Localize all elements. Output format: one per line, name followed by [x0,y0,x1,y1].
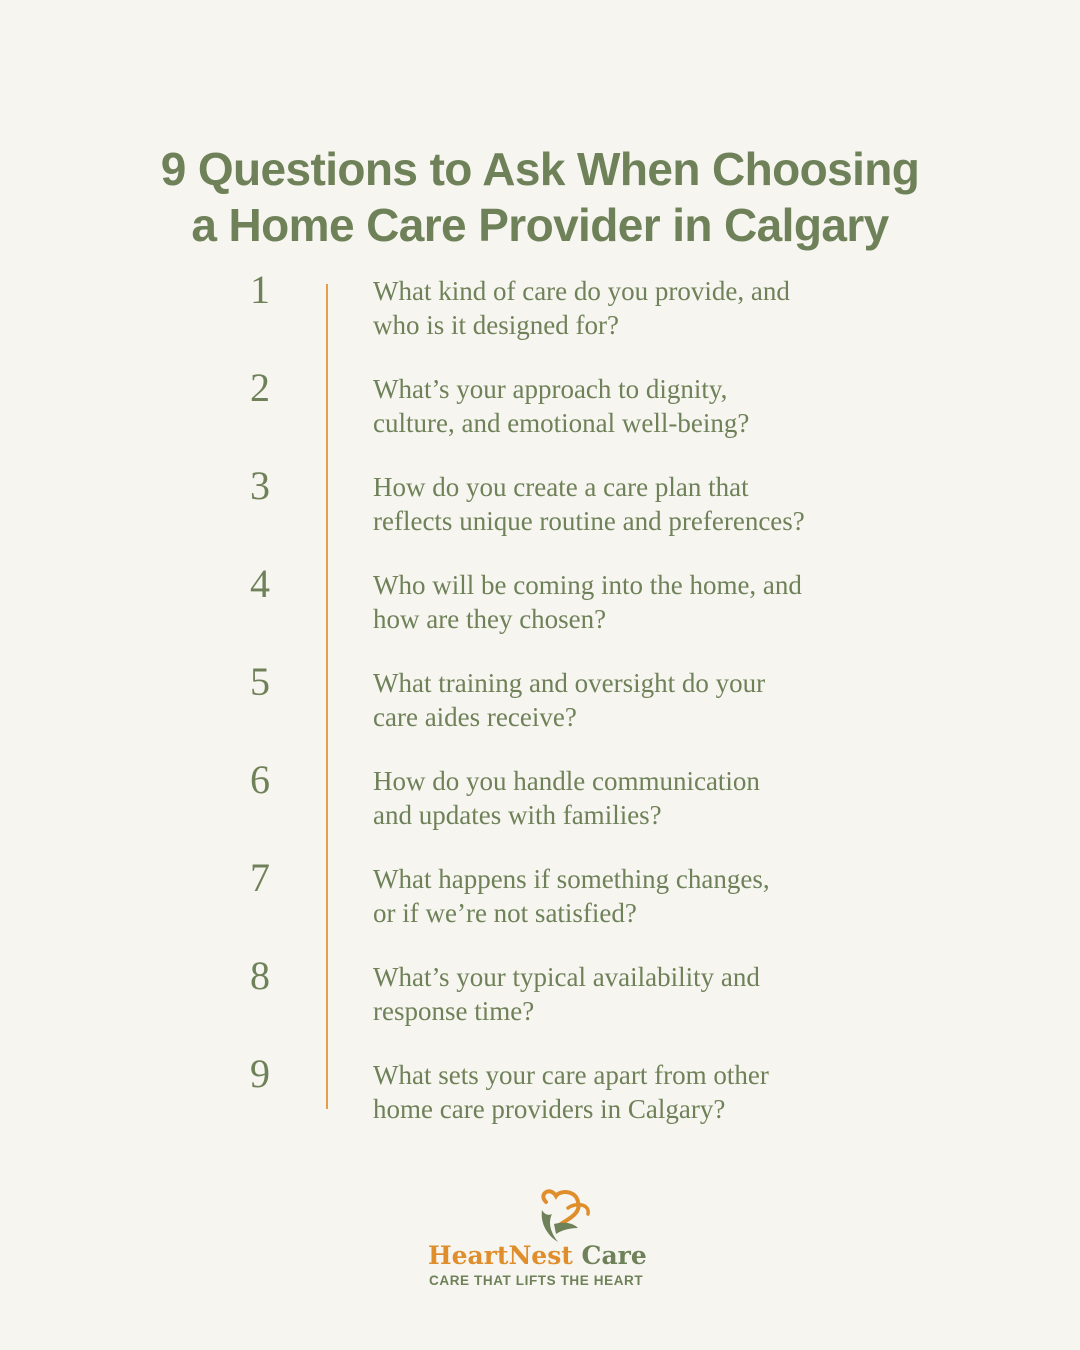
brand-tagline: CARE THAT LIFTS THE HEART [429,1273,644,1288]
question-number-3: 3 [250,463,270,508]
question-item-7 [0,855,1080,952]
question-2-line-2: culture, and emotional well-being? [373,408,750,438]
heart-nest-icon [532,1188,596,1248]
question-number-5: 5 [250,659,270,704]
question-9-line-1: What sets your care apart from other [373,1060,769,1090]
question-text-4 [373,568,893,636]
question-1-line-1: What kind of care do you provide, and [373,276,790,306]
question-text-7 [373,862,893,930]
brand-name-part-1: HeartNest [428,1241,573,1270]
question-1-line-2: who is it designed for? [373,310,619,340]
question-number-7: 7 [250,855,270,900]
question-item-4 [0,561,1080,658]
question-9-line-2: home care providers in Calgary? [373,1094,726,1124]
question-6-line-2: and updates with families? [373,800,662,830]
question-text-6 [373,764,893,832]
question-3-line-2: reflects unique routine and preferences? [373,506,805,536]
question-text-8 [373,960,893,1028]
page-title [0,141,1080,253]
question-8-line-1: What’s your typical availability and [373,962,760,992]
question-number-1: 1 [250,267,270,312]
question-item-5 [0,659,1080,756]
question-5-line-2: care aides receive? [373,702,577,732]
question-7-line-1: What happens if something changes, [373,864,770,894]
question-item-2 [0,365,1080,462]
question-text-1 [373,274,893,342]
question-text-9 [373,1058,893,1126]
question-5-line-1: What training and oversight do your [373,668,766,698]
brand-name [428,1240,647,1272]
question-text-2 [373,372,893,440]
title-line-2: a Home Care Provider in Calgary [191,198,889,251]
question-text-5 [373,666,893,734]
brand-name-part-2: Care [581,1241,647,1270]
question-2-line-1: What’s your approach to dignity, [373,374,728,404]
question-item-3 [0,463,1080,560]
question-7-line-2: or if we’re not satisfied? [373,898,637,928]
title-line-1: 9 Questions to Ask When Choosing [160,142,920,195]
question-item-6 [0,757,1080,854]
question-number-9: 9 [250,1051,270,1096]
question-number-4: 4 [250,561,270,606]
question-8-line-2: response time? [373,996,535,1026]
question-4-line-1: Who will be coming into the home, and [373,570,802,600]
question-6-line-1: How do you handle communication [373,766,760,796]
question-3-line-1: How do you create a care plan that [373,472,749,502]
question-item-1 [0,267,1080,364]
question-number-6: 6 [250,757,270,802]
question-item-9 [0,1051,1080,1148]
question-4-line-2: how are they chosen? [373,604,607,634]
question-text-3 [373,470,893,538]
question-number-8: 8 [250,953,270,998]
question-number-2: 2 [250,365,270,410]
question-item-8 [0,953,1080,1050]
brand-logo [428,1188,668,1298]
